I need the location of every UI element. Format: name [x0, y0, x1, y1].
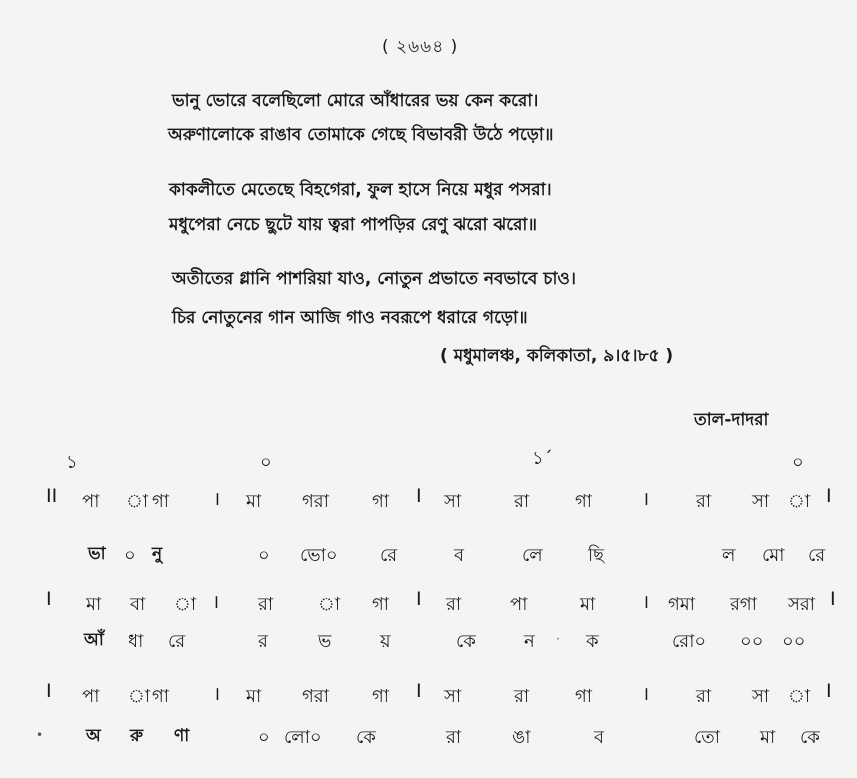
syllable: লে — [522, 545, 543, 566]
note: া — [126, 491, 149, 512]
syllable: অ — [86, 726, 101, 746]
lyric-line-3: কাকলীতে মেতেছে বিহগেরা, ফুল হাসে নিয়ে মধুর পসরা। — [169, 180, 552, 200]
syllable: ভা — [88, 544, 106, 564]
lyric-line-5: অতীতের গ্লানি পাশরিয়া যাও, নোতুন প্রভাতে নবভাবে চাও। — [172, 269, 577, 289]
bar-separator: । — [642, 488, 650, 510]
note: সা — [444, 491, 462, 512]
note: মা — [246, 686, 262, 707]
beat-marker: ১´ — [532, 448, 553, 469]
note: া — [128, 686, 151, 707]
syllable: ভো০ — [300, 545, 338, 566]
taal-label: তাল-দাদরা — [694, 410, 769, 430]
syllable: ০ — [258, 727, 270, 748]
note: া — [788, 491, 811, 512]
syllable: ন — [524, 631, 535, 652]
page-number: ( ২৬৬৪ ) — [382, 37, 459, 57]
note: মা — [246, 491, 262, 512]
syllable: আঁ — [84, 630, 104, 650]
note: রা — [446, 594, 462, 615]
syllable: কে — [356, 727, 376, 748]
dot-mark: · — [556, 632, 560, 646]
syllable: ০০ — [782, 631, 806, 652]
note: পা — [82, 686, 100, 707]
bar-separator: I — [416, 680, 422, 702]
bar-separator: । — [642, 683, 650, 705]
bar-separator: । — [213, 488, 221, 510]
beat-marker: ০ — [792, 452, 804, 473]
note: রগা — [730, 594, 757, 615]
note: রা — [696, 686, 712, 707]
syllable: ক — [586, 631, 599, 652]
syllable: য় — [380, 631, 391, 652]
bar-separator: I — [46, 680, 52, 702]
syllable: রে — [168, 631, 186, 652]
note: রা — [514, 686, 530, 707]
bar-separator: I — [46, 588, 52, 610]
bar-separator: I — [830, 588, 836, 610]
bar-separator: । — [212, 591, 220, 613]
note: গরা — [302, 491, 329, 512]
bar-separator: I — [826, 680, 832, 702]
note: গা — [152, 686, 170, 707]
syllable: ০ — [124, 545, 136, 566]
syllable: ধা — [128, 631, 144, 652]
syllable: রে — [380, 545, 398, 566]
syllable: ভ — [318, 631, 332, 652]
syllable: রা — [446, 727, 462, 748]
note: গা — [152, 491, 170, 512]
note: গা — [372, 491, 390, 512]
note: সা — [752, 686, 770, 707]
source-citation: ( মধুমালঞ্চ, কলিকাতা, ৯।৫।৮৫ ) — [440, 346, 674, 366]
syllable: কে — [800, 727, 820, 748]
note: সরা — [788, 594, 816, 615]
note: া — [318, 594, 341, 615]
syllable: ০ — [258, 545, 270, 566]
bar-separator: । — [642, 591, 650, 613]
syllable: লো০ — [284, 727, 322, 748]
lyric-line-1: ভানু ভোরে বলেছিলো মোরে আঁধারের ভয় কেন করো। — [172, 91, 539, 111]
note: মা — [580, 594, 596, 615]
syllable: রো০ — [672, 631, 707, 652]
bar-separator: II — [46, 485, 58, 507]
note: া — [174, 594, 197, 615]
bar-separator: I — [826, 485, 832, 507]
note: গা — [372, 686, 390, 707]
syllable: ছি — [588, 545, 605, 566]
note: া — [788, 686, 811, 707]
syllable: মা — [760, 727, 776, 748]
bar-separator: । — [213, 683, 221, 705]
syllable: কে — [456, 631, 476, 652]
beat-marker: ১ — [66, 452, 78, 473]
dot-mark: • — [36, 728, 44, 742]
lyric-line-6: চির নোতুনের গান আজি গাও নবরূপে ধরারে গড়ো॥ — [172, 308, 528, 328]
note: বা — [130, 594, 146, 615]
lyric-line-4: মধুপেরা নেচে ছুটে যায় ত্বরা পাপড়ির রেণু ঝরো ঝরো॥ — [169, 215, 537, 235]
syllable: মো — [762, 545, 785, 566]
note: মা — [86, 594, 102, 615]
syllable: ০০ — [740, 631, 764, 652]
note: গরা — [302, 686, 329, 707]
note: পা — [510, 594, 528, 615]
bar-separator: I — [416, 485, 422, 507]
note: গা — [372, 594, 390, 615]
lyric-line-2: অরুণালোকে রাঙাব তোমাকে গেছে বিভাবরী উঠে পড়ো॥ — [168, 125, 554, 145]
syllable: র — [258, 631, 268, 652]
note: সা — [752, 491, 770, 512]
syllable: ব — [454, 545, 465, 566]
note: পা — [82, 491, 100, 512]
note: গমা — [668, 594, 696, 615]
syllable: ল — [722, 545, 736, 566]
syllable: ঙা — [512, 727, 531, 748]
syllable: রু — [130, 726, 144, 746]
syllable: নু — [152, 544, 163, 564]
note: রা — [696, 491, 712, 512]
syllable: ব — [594, 727, 605, 748]
beat-marker: ০ — [260, 452, 272, 473]
syllable: রে — [808, 545, 826, 566]
note: গা — [575, 491, 593, 512]
syllable: তো — [694, 727, 721, 748]
syllable: ণা — [174, 726, 190, 746]
note: গা — [575, 686, 593, 707]
note: রা — [258, 594, 274, 615]
note: সা — [444, 686, 462, 707]
note: রা — [514, 491, 530, 512]
bar-separator: I — [416, 588, 422, 610]
